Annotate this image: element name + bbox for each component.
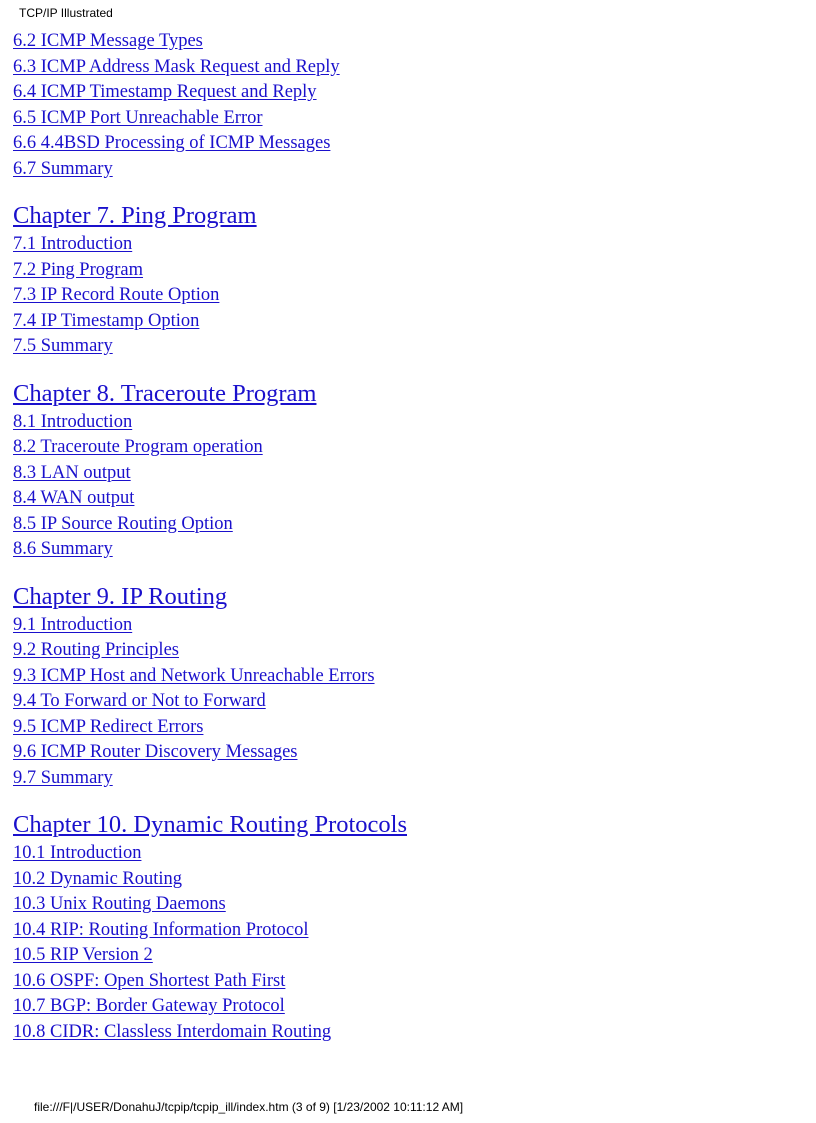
toc-link[interactable]: 8.4 WAN output (13, 488, 135, 508)
toc-item (13, 918, 803, 944)
toc-item (13, 537, 803, 563)
toc-link[interactable]: 9.2 Routing Principles (13, 640, 179, 660)
toc-item (13, 410, 803, 436)
toc-link[interactable]: 6.6 4.4BSD Processing of ICMP Messages (13, 133, 331, 153)
toc-section-chapter-9 (13, 583, 803, 792)
toc-item (13, 461, 803, 487)
toc-item (13, 841, 803, 867)
toc-link[interactable]: 10.3 Unix Routing Daemons (13, 894, 226, 914)
toc-link[interactable]: 10.7 BGP: Border Gateway Protocol (13, 996, 285, 1016)
page-header: TCP/IP Illustrated (19, 6, 113, 20)
toc-item (13, 486, 803, 512)
toc-item (13, 994, 803, 1020)
toc-link[interactable]: 9.4 To Forward or Not to Forward (13, 691, 266, 711)
toc-list (13, 841, 803, 1045)
toc-link[interactable]: 7.4 IP Timestamp Option (13, 310, 200, 331)
toc-item (13, 867, 803, 893)
toc-link[interactable]: 10.5 RIP Version 2 (13, 945, 153, 965)
toc-link[interactable]: 6.5 ICMP Port Unreachable Error (13, 107, 263, 128)
toc-item (13, 435, 803, 461)
toc-link[interactable]: 7.5 Summary (13, 336, 113, 356)
toc-item (13, 664, 803, 690)
toc-link[interactable]: 9.3 ICMP Host and Network Unreachable Errors (13, 665, 375, 686)
toc-link[interactable]: 6.3 ICMP Address Mask Request and Reply (13, 56, 340, 77)
toc-item (13, 106, 803, 132)
toc-link[interactable]: 8.1 Introduction (13, 411, 133, 432)
toc-link[interactable]: 10.4 RIP: Routing Information Protocol (13, 919, 309, 940)
toc-link[interactable]: 7.1 Introduction (13, 234, 133, 254)
toc-link[interactable]: 7.3 IP Record Route Option (13, 285, 220, 305)
toc-link[interactable]: 9.1 Introduction (13, 614, 133, 635)
toc-item (13, 943, 803, 969)
toc-item (13, 1020, 803, 1046)
toc-item (13, 157, 803, 183)
toc-item (13, 638, 803, 664)
chapter-title-link[interactable]: Chapter 8. Traceroute Program (13, 379, 317, 407)
toc-item (13, 613, 803, 639)
chapter-title-link[interactable]: Chapter 10. Dynamic Routing Protocols (13, 811, 407, 838)
toc-link[interactable]: 9.5 ICMP Redirect Errors (13, 716, 204, 737)
toc-link[interactable]: 8.3 LAN output (13, 462, 131, 483)
toc-link[interactable]: 10.6 OSPF: Open Shortest Path First (13, 970, 286, 991)
toc-link[interactable]: 6.2 ICMP Message Types (13, 31, 203, 51)
toc-list (13, 410, 803, 563)
toc-item (13, 309, 803, 335)
toc-section-chapter-10 (13, 811, 803, 1045)
toc-link[interactable]: 10.1 Introduction (13, 843, 142, 863)
toc-link[interactable]: 6.7 Summary (13, 158, 113, 179)
chapter-title-link[interactable]: Chapter 7. Ping Program (13, 202, 257, 229)
toc-item (13, 740, 803, 766)
toc-item (13, 334, 803, 360)
toc-item (13, 29, 803, 55)
toc-item (13, 512, 803, 538)
chapter-title-link[interactable]: Chapter 9. IP Routing (13, 582, 228, 610)
toc-section-chapter-7 (13, 202, 803, 360)
toc-item (13, 283, 803, 309)
table-of-contents (13, 29, 803, 1045)
toc-link[interactable]: 8.2 Traceroute Program operation (13, 437, 263, 457)
page-footer: file:///F|/USER/DonahuJ/tcpip/tcpip_ill/index.htm (3 of 9) [1/23/2002 10:11:12 AM] (34, 1100, 464, 1114)
toc-item (13, 258, 803, 284)
toc-list (13, 29, 803, 182)
toc-item (13, 892, 803, 918)
toc-item (13, 969, 803, 995)
toc-item (13, 689, 803, 715)
toc-item (13, 55, 803, 81)
toc-link[interactable]: 8.6 Summary (13, 539, 113, 559)
toc-item (13, 766, 803, 792)
toc-item (13, 232, 803, 258)
toc-link[interactable]: 10.8 CIDR: Classless Interdomain Routing (13, 1021, 332, 1042)
toc-section-chapter-6 (13, 29, 803, 182)
toc-item (13, 80, 803, 106)
toc-item (13, 715, 803, 741)
toc-link[interactable]: 10.2 Dynamic Routing (13, 868, 183, 889)
toc-list (13, 613, 803, 792)
toc-link[interactable]: 9.7 Summary (13, 767, 113, 788)
toc-item (13, 131, 803, 157)
toc-link[interactable]: 6.4 ICMP Timestamp Request and Reply (13, 82, 317, 102)
toc-link[interactable]: 7.2 Ping Program (13, 259, 144, 280)
toc-link[interactable]: 8.5 IP Source Routing Option (13, 513, 233, 534)
toc-link[interactable]: 9.6 ICMP Router Discovery Messages (13, 742, 298, 762)
toc-list (13, 232, 803, 360)
toc-section-chapter-8 (13, 380, 803, 563)
